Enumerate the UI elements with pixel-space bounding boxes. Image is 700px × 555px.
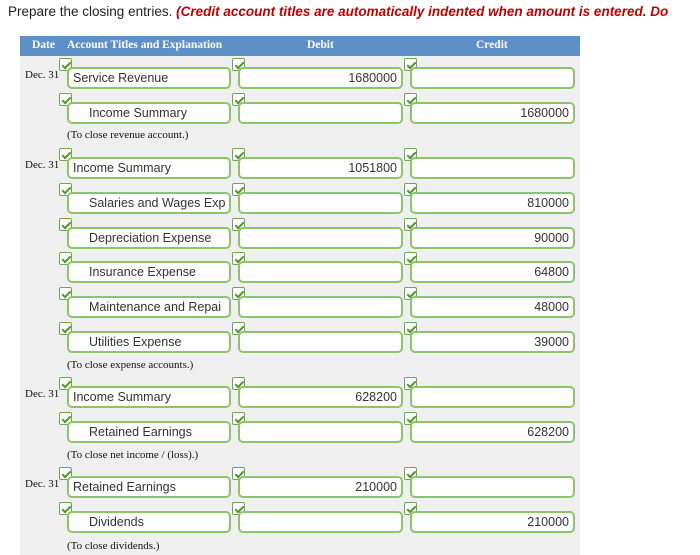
account-title-field[interactable]: Income Summary bbox=[67, 157, 231, 179]
account-title-field[interactable]: Maintenance and Repai bbox=[67, 296, 231, 318]
entry-explanation: (To close dividends.) bbox=[67, 540, 160, 552]
debit-field[interactable] bbox=[238, 421, 403, 443]
debit-field[interactable] bbox=[238, 511, 403, 533]
credit-field[interactable]: 64800 bbox=[410, 261, 575, 283]
account-title-field[interactable]: Income Summary bbox=[67, 386, 231, 408]
debit-field[interactable] bbox=[238, 261, 403, 283]
entry-explanation: (To close expense accounts.) bbox=[67, 359, 194, 371]
account-title-field[interactable]: Depreciation Expense bbox=[67, 227, 231, 249]
debit-field[interactable] bbox=[238, 331, 403, 353]
header-date: Date bbox=[32, 39, 55, 51]
account-title-field[interactable]: Service Revenue bbox=[67, 67, 231, 89]
credit-field[interactable]: 810000 bbox=[410, 192, 575, 214]
instructions-text: Prepare the closing entries. bbox=[8, 4, 173, 19]
account-title-field[interactable]: Dividends bbox=[67, 511, 231, 533]
credit-field[interactable] bbox=[410, 476, 575, 498]
credit-field[interactable]: 39000 bbox=[410, 331, 575, 353]
debit-field[interactable] bbox=[238, 227, 403, 249]
credit-field[interactable]: 628200 bbox=[410, 421, 575, 443]
entry-date[interactable]: Dec. 31 bbox=[25, 159, 60, 171]
account-title-field[interactable]: Retained Earnings bbox=[67, 421, 231, 443]
header-account: Account Titles and Explanation bbox=[67, 39, 223, 51]
debit-field[interactable] bbox=[238, 192, 403, 214]
entry-date[interactable]: Dec. 31 bbox=[25, 478, 60, 490]
account-title-field[interactable]: Utilities Expense bbox=[67, 331, 231, 353]
header-debit: Debit bbox=[307, 39, 334, 51]
debit-field[interactable] bbox=[238, 102, 403, 124]
entry-explanation: (To close revenue account.) bbox=[67, 129, 189, 141]
credit-field[interactable]: 1680000 bbox=[410, 102, 575, 124]
entry-date[interactable]: Dec. 31 bbox=[25, 388, 60, 400]
instructions bbox=[8, 4, 700, 24]
account-title-field[interactable]: Retained Earnings bbox=[67, 476, 231, 498]
entry-explanation: (To close net income / (loss).) bbox=[67, 449, 199, 461]
header-credit: Credit bbox=[476, 39, 508, 51]
credit-field[interactable]: 210000 bbox=[410, 511, 575, 533]
debit-field[interactable]: 1680000 bbox=[238, 67, 403, 89]
credit-field[interactable] bbox=[410, 157, 575, 179]
instructions-note: (Credit account titles are automatically indented when amount is entered. Do bbox=[176, 4, 669, 19]
credit-field[interactable]: 90000 bbox=[410, 227, 575, 249]
table-header bbox=[20, 36, 580, 56]
debit-field[interactable] bbox=[238, 296, 403, 318]
account-title-field[interactable]: Insurance Expense bbox=[67, 261, 231, 283]
debit-field[interactable]: 628200 bbox=[238, 386, 403, 408]
account-title-field[interactable]: Salaries and Wages Exp bbox=[67, 192, 231, 214]
credit-field[interactable]: 48000 bbox=[410, 296, 575, 318]
debit-field[interactable]: 210000 bbox=[238, 476, 403, 498]
credit-field[interactable] bbox=[410, 67, 575, 89]
account-title-field[interactable]: Income Summary bbox=[67, 102, 231, 124]
debit-field[interactable]: 1051800 bbox=[238, 157, 403, 179]
credit-field[interactable] bbox=[410, 386, 575, 408]
entry-date[interactable]: Dec. 31 bbox=[25, 69, 60, 81]
